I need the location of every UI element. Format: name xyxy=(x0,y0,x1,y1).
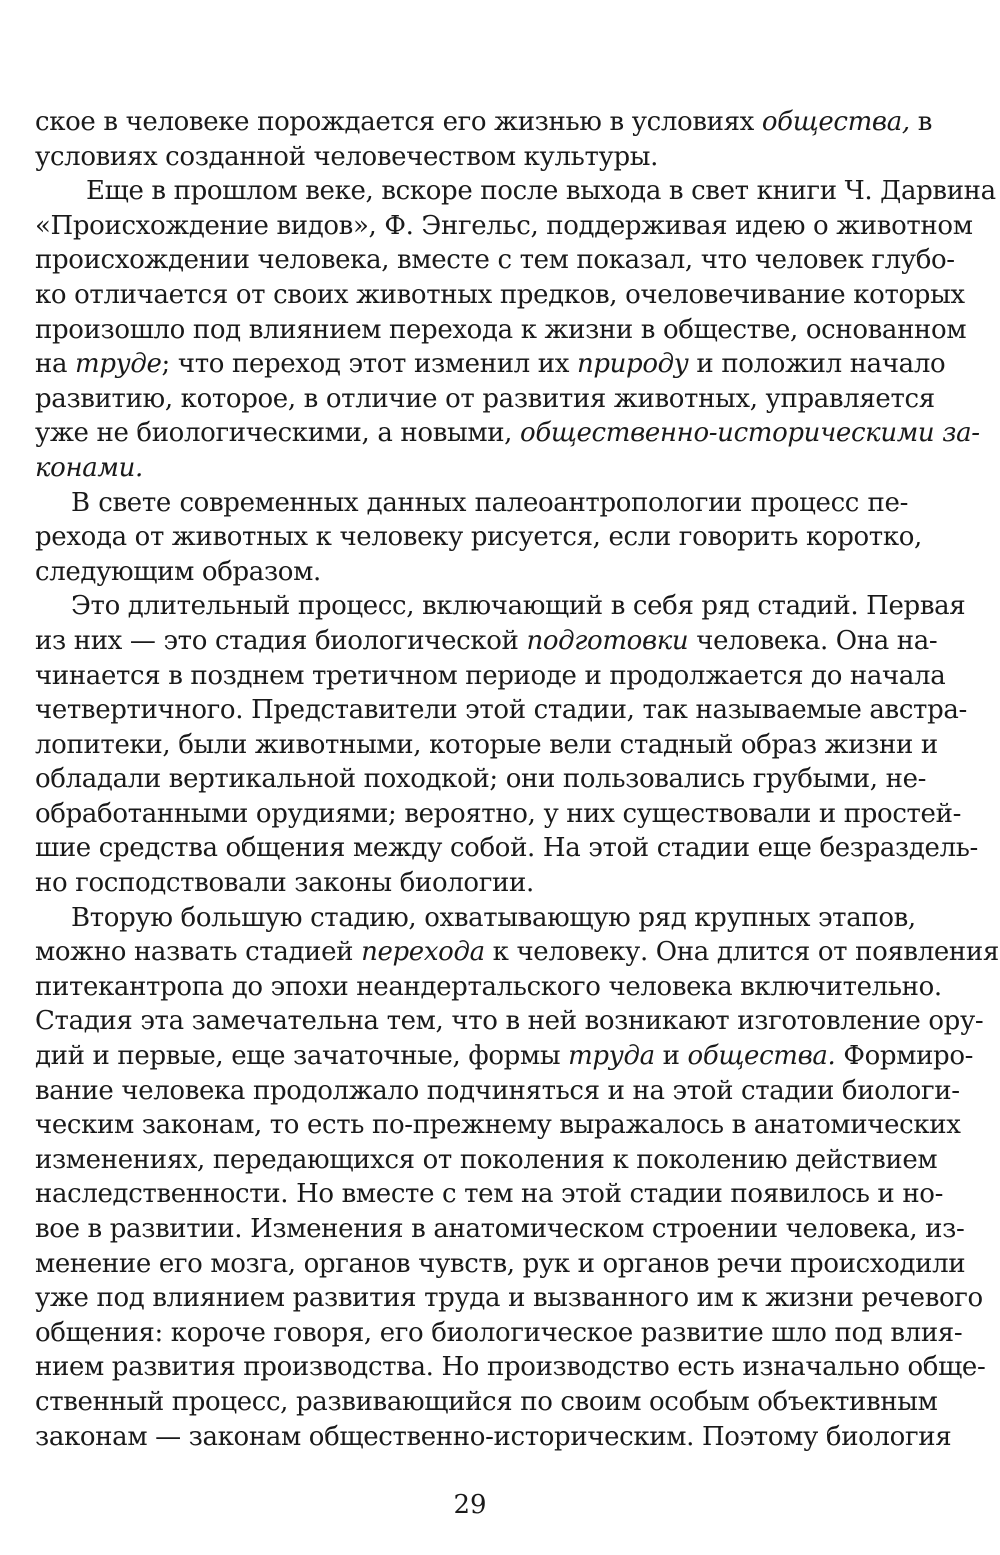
text-line: дий и первые, еще зачаточные, формы труда и общества. Формиро- xyxy=(35,1041,974,1072)
text-line: Еще в прошлом веке, вскоре после выхода в свет книги Ч. Дарвина xyxy=(86,176,996,207)
text-line: ческим законам, то есть по-прежнему выражалось в анатомических xyxy=(35,1110,961,1141)
paragraph xyxy=(35,901,999,1455)
text-line: Вторую большую стадию, охватывающую ряд крупных этапов, xyxy=(71,902,916,933)
paragraph xyxy=(35,105,932,174)
italic-emphasis: общественно-историческими за- xyxy=(520,418,980,449)
text-line: общения: короче говоря, его биологическое развитие шло под влия- xyxy=(35,1317,963,1348)
text-line: чинается в позднем третичном периоде и продолжается до начала xyxy=(35,660,946,691)
text-line: «Происхождение видов», Ф. Энгельс, поддерживая идею о животном xyxy=(35,210,973,241)
paragraph xyxy=(35,589,978,900)
text-column xyxy=(35,105,999,1454)
italic-emphasis: конами. xyxy=(35,452,143,483)
paragraph xyxy=(35,486,922,590)
italic-emphasis: общества, xyxy=(761,107,910,137)
text-line: на труде; что переход этот изменил их природу и положил начало xyxy=(35,349,946,380)
text-line: менение его мозга, органов чувств, рук и органов речи происходили xyxy=(35,1248,966,1279)
text-line: нием развития производства. Но производство есть изначально обще- xyxy=(35,1352,986,1383)
text-line: шие средства общения между собой. На этой стадии еще безраздель- xyxy=(35,833,978,864)
text-line: В свете современных данных палеоантропологии процесс пе- xyxy=(71,487,908,518)
text-line: ко отличается от своих животных предков, очеловечивание которых xyxy=(35,279,965,310)
text-line: изменениях, передающихся от поколения к поколению действием xyxy=(35,1144,938,1175)
text-line: обладали вертикальной походкой; они пользовались грубыми, не- xyxy=(35,764,927,795)
text-line: Это длительный процесс, включающий в себя ряд стадий. Первая xyxy=(71,591,966,622)
text-line: условиях созданной человечеством культуры. xyxy=(35,141,659,172)
page-body xyxy=(35,105,999,1454)
text-line: наследственности. Но вместе с тем на этой стадии появилось и но- xyxy=(35,1179,944,1210)
italic-emphasis: общества. xyxy=(687,1041,836,1072)
italic-emphasis: природу xyxy=(576,349,689,380)
text-line: происхождении человека, вместе с тем показал, что человек глубо- xyxy=(35,245,955,276)
italic-emphasis: подготовки xyxy=(526,625,689,656)
text-line: произошло под влиянием перехода к жизни в обществе, основанном xyxy=(35,314,967,345)
text-line: обработанными орудиями; вероятно, у них существовали и простей- xyxy=(35,798,962,829)
text-line: питекантропа до эпохи неандертальского человека включительно. xyxy=(35,971,942,1002)
text-line: уже под влиянием развития труда и вызванного им к жизни речевого xyxy=(35,1283,983,1314)
text-line: Стадия эта замечательна тем, что в ней возникают изготовление ору- xyxy=(35,1006,984,1037)
text-line: развитию, которое, в отличие от развития животных, управляется xyxy=(35,383,935,414)
text-line: вое в развитии. Изменения в анатомическом строении человека, из- xyxy=(35,1214,965,1244)
text-line: следующим образом. xyxy=(35,556,321,587)
paragraph xyxy=(35,174,996,485)
text-line: можно назвать стадией перехода к человеку. Она длится от появления xyxy=(35,937,999,968)
page-number: 29 xyxy=(453,1490,487,1520)
text-line: уже не биологическими, а новыми, общественно-историческими за- xyxy=(35,418,980,449)
text-line: ственный процесс, развивающийся по своим особым объективным xyxy=(35,1386,938,1417)
italic-emphasis: труде xyxy=(75,349,162,380)
text-line: из них — это стадия биологической подготовки человека. Она на- xyxy=(35,625,938,656)
text-line: но господствовали законы биологии. xyxy=(35,868,534,899)
text-line: вание человека продолжало подчиняться и на этой стадии биологи- xyxy=(35,1075,960,1106)
text-line: рехода от животных к человеку рисуется, если говорить коротко, xyxy=(35,522,922,553)
text-line: четвертичного. Представители этой стадии, так называемые австра- xyxy=(35,695,967,726)
text-line: лопитеки, были животными, которые вели стадный образ жизни и xyxy=(35,729,938,760)
text-line: законам — законам общественно-историческим. Поэтому биология xyxy=(35,1421,952,1452)
italic-emphasis: перехода xyxy=(361,937,485,968)
italic-emphasis: труда xyxy=(568,1041,655,1072)
text-line: ское в человеке порождается его жизнью в условиях общества, в xyxy=(35,107,932,137)
text-line xyxy=(35,451,908,486)
